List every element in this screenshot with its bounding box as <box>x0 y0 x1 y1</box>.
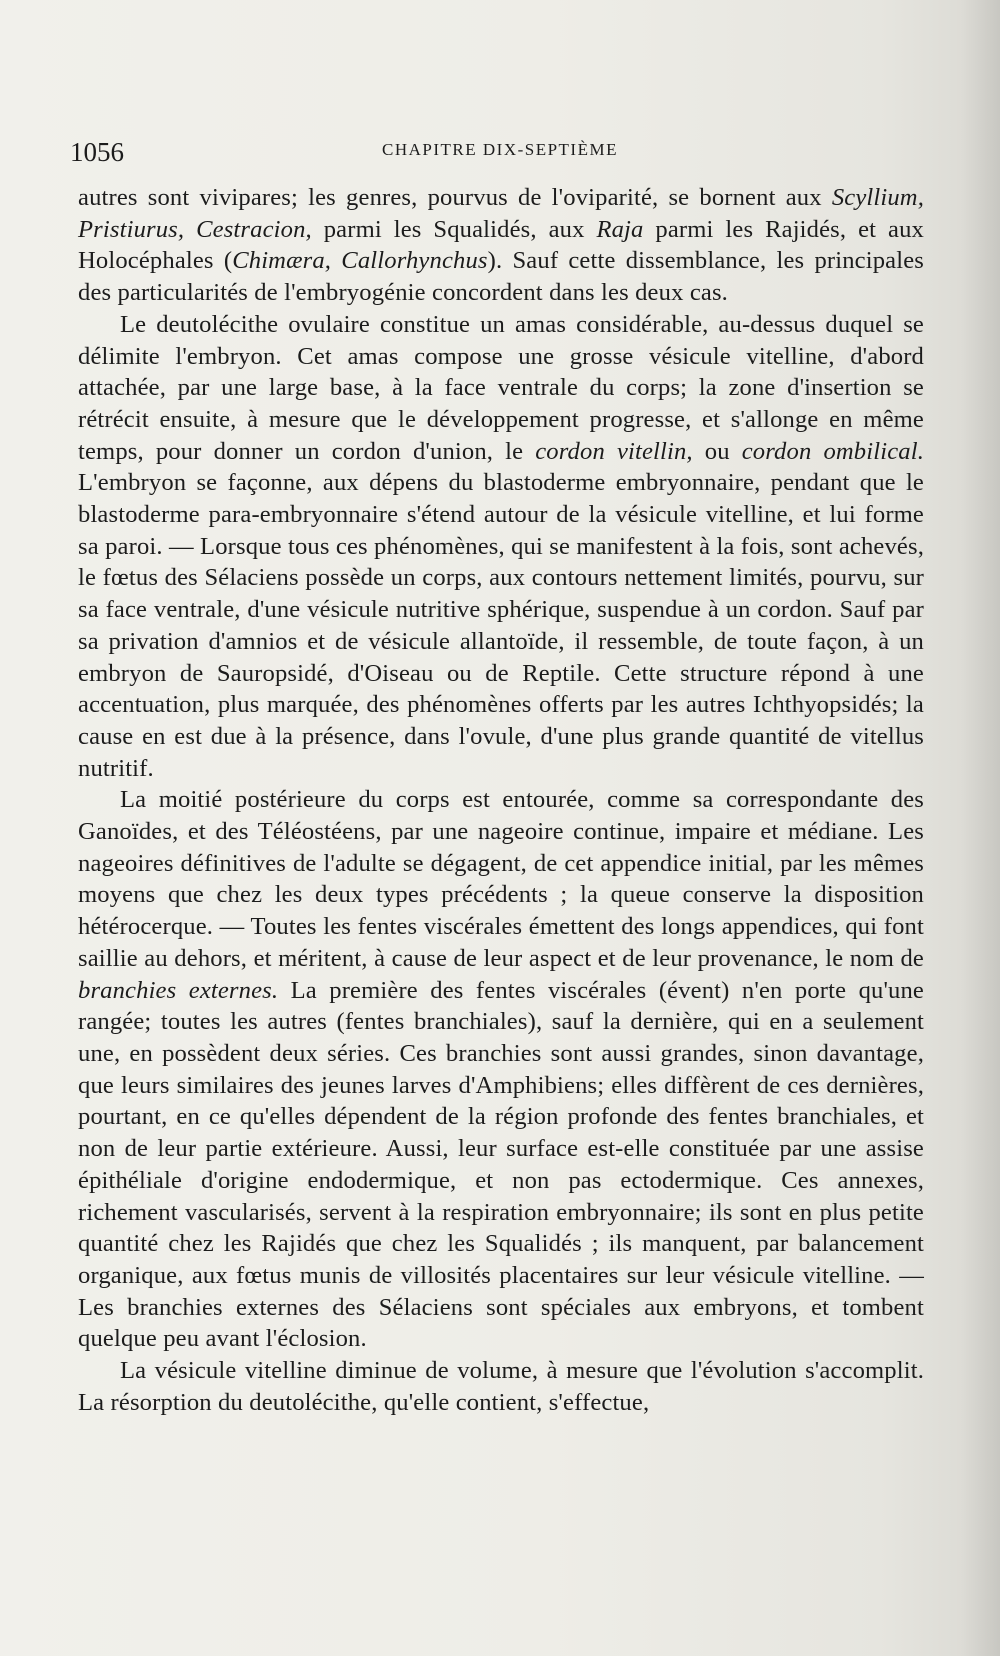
paragraph <box>78 182 924 309</box>
paragraph <box>78 784 924 1355</box>
italic-term: cordon ombilical. <box>741 437 924 465</box>
italic-term: Scyllium, Pristiurus, Cestracion, <box>78 184 924 243</box>
page-edge-shadow <box>960 0 1000 1656</box>
running-title: CHAPITRE DIX-SEPTIÈME <box>382 140 618 159</box>
text-run: parmi les Squalidés, aux <box>311 215 597 243</box>
text-run: ). Sauf cette dissemblance, les principales des particularités de l'embryogénie concordent dans les deux cas. <box>78 247 924 307</box>
paragraph <box>78 309 924 785</box>
text-run: La moitié postérieure du corps est entourée, comme sa correspondante des Ganoïdes, et des Téléostéens, par une nageoire continue, impaire et médiane. Les nageoires définitives de l'adulte se dégagent, de cet appendice initial, par les mêmes moyens que chez les deux types précédents ; la queue conserve la disposition hétérocerque. — Toutes les fentes viscérales émettent des longs appendices, qui font saillie au dehors, et méritent, à cause de leur aspect et de leur provenance, le nom de <box>78 786 924 972</box>
italic-term: Raja <box>596 215 644 243</box>
text-run: autres sont vivipares; les genres, pourvus de l'oviparité, se bornent aux <box>78 184 832 211</box>
body-text <box>78 182 924 1418</box>
page-number: 1056 <box>70 137 124 167</box>
text-run: La première des fentes viscérales (évent) n'en porte qu'une rangée; toutes les autres (fentes branchiales), sauf la dernière, qui en a seulement une, en possèdent deux séries. Ces branchies sont aussi grandes, sinon davantage, que leurs similaires des jeunes larves d'Amphibiens; elles diffèrent de ces dernières, pourtant, en ce qu'elles dépendent de la région profonde des fentes branchiales, et non de leur partie extérieure. Aussi, leur surface est-elle constituée par une assise épithéliale d'origine endodermique, et non pas ectodermique. Ces annexes, richement vascularisés, servent à la respiration embryonnaire; ils sont en plus petite quantité chez les Rajidés que chez les Squalidés ; ils manquent, par balancement organique, aux fœtus munis de villosités placentaires sur leur vésicule vitelline. — Les branchies externes des Sélaciens sont spéciales aux embryons, et tombent quelque peu avant l'éclosion. <box>78 976 925 1353</box>
page-header <box>70 137 930 167</box>
text-run: L'embryon se façonne, aux dépens du blastoderme embryonnaire, pendant que le blastoderme para-embryonnaire s'étend autour de la vésicule vitelline, et lui forme sa paroi. — Lorsque tous ces phénomènes, qui se manifestent à la fois, sont achevés, le fœtus des Sélaciens possède un corps, aux contours nettement limités, pourvu, sur sa face ventrale, d'une vésicule nutritive sphérique, suspendue à un cordon. Sauf par sa privation d'amnios et de vésicule allantoïde, il ressemble, de toute façon, à un embryon de Sauropsidé, d'Oiseau ou de Reptile. Cette structure répond à une accentuation, plus marquée, des phénomènes offerts par les autres Ichthyopsidés; la cause en est due à la présence, dans l'ovule, d'une plus grande quantité de vitellus nutritif. <box>78 469 924 782</box>
text-run: La vésicule vitelline diminue de volume, à mesure que l'évolution s'accomplit. La résorption du deutolécithe, qu'elle contient, s'effectue, <box>78 1357 924 1416</box>
text-run: parmi les Rajidés, et aux Holocéphales ( <box>78 215 924 275</box>
italic-term: Chimæra, Callorhynchus <box>232 247 488 275</box>
text-run: ou <box>692 437 742 465</box>
paragraph <box>78 1355 924 1418</box>
text-run: Le deutolécithe ovulaire constitue un amas considérable, au-dessus duquel se délimite l'embryon. Cet amas compose une grosse vésicule vitelline, d'abord attachée, par une large base, à la face ventrale du corps; la zone d'insertion se rétrécit ensuite, à mesure que le développement progresse, et s'allonge en même temps, pour donner un cordon d'union, le <box>78 310 924 465</box>
italic-term: branchies externes. <box>78 976 279 1004</box>
italic-term: cordon vitellin, <box>535 437 693 465</box>
